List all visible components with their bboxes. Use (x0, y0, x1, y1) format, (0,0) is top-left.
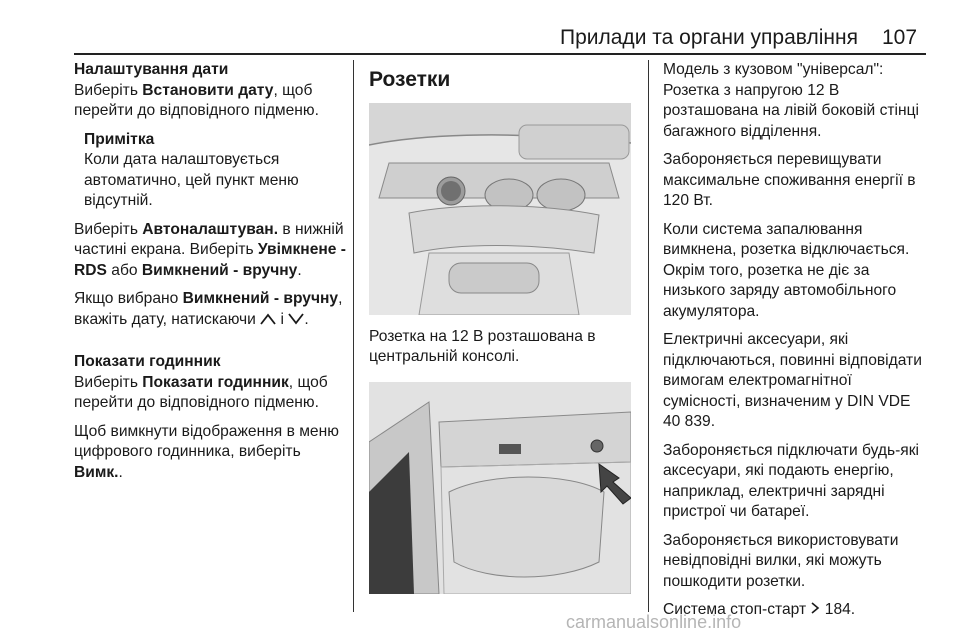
paragraph-1: Модель з кузовом "універсал": Розетка з напругою 12 В розташована на лівій боковій стінці багажного відділення. (663, 61, 919, 140)
column-divider-2 (648, 60, 649, 612)
chapter-title: Прилади та органи управління (560, 26, 858, 49)
watermark: carmanualsonline.info (566, 612, 742, 632)
section-title: Розетки (369, 68, 451, 91)
paragraph-4: Електричні аксесуари, які підключаються, повинні відповідати вимогам електромагнітної сумісності, визначеним у DIN VDE 40 839. (663, 331, 922, 430)
note-text: Коли дата налаштовується автоматично, цей пункт меню відсутній. (84, 151, 299, 209)
page-reference-arrow-icon (810, 601, 820, 615)
date-paragraph-3: Якщо вибрано Вимкнений - вручну, вкажіть дату, натискаючи і . (74, 290, 343, 328)
figure-caption-1: Розетка на 12 В розташована в центральній консолі. (369, 327, 596, 365)
menu-set-date: Встановити дату (142, 81, 274, 99)
paragraph-6: Забороняється використовувати невідповідні вилки, які можуть пошкодити розетки. (663, 531, 899, 590)
date-heading: Налаштування дати (74, 61, 229, 78)
chevron-down-icon (288, 313, 304, 325)
page-header (0, 0, 960, 60)
paragraph-5: Забороняється підключати будь-які аксесуари, які подають енергію, наприклад, електричні зарядні пристрої чи батареї. (663, 441, 920, 520)
clock-heading: Показати годинник (74, 353, 221, 370)
paragraph-7: Система стоп-старт 184. (663, 601, 856, 618)
middle-column (369, 60, 631, 594)
date-paragraph-2: Виберіть Автоналаштуван. в нижній частині екрана. Виберіть Увімкнене - RDS або Вимкнений - вручну. (74, 220, 346, 279)
paragraph-2: Забороняється перевищувати максимальне споживання енергії в 120 Вт. (663, 151, 916, 209)
right-column (663, 60, 929, 629)
left-column (74, 60, 346, 491)
clock-paragraph-1: Виберіть Показати годинник, щоб перейти до відповідного підменю. (74, 373, 328, 411)
note-block (84, 130, 346, 212)
chevron-up-icon (260, 313, 276, 325)
clock-paragraph-2: Щоб вимкнути відображення в меню цифрового годинника, виберіть Вимк.. (74, 422, 339, 481)
paragraph-3: Коли система запалювання вимкнена, розетка відключається. Окрім того, розетка не діє за низького заряду автомобільного акумулятора. (663, 220, 910, 320)
note-title: Примітка (84, 130, 155, 148)
console-socket-illustration (369, 103, 631, 315)
header-rule (74, 53, 926, 55)
page-number: 107 (882, 26, 918, 49)
date-paragraph-1: Виберіть Встановити дату, щоб перейти до відповідного підменю. (74, 81, 319, 119)
cargo-socket-illustration (369, 382, 631, 594)
column-divider-1 (353, 60, 354, 612)
